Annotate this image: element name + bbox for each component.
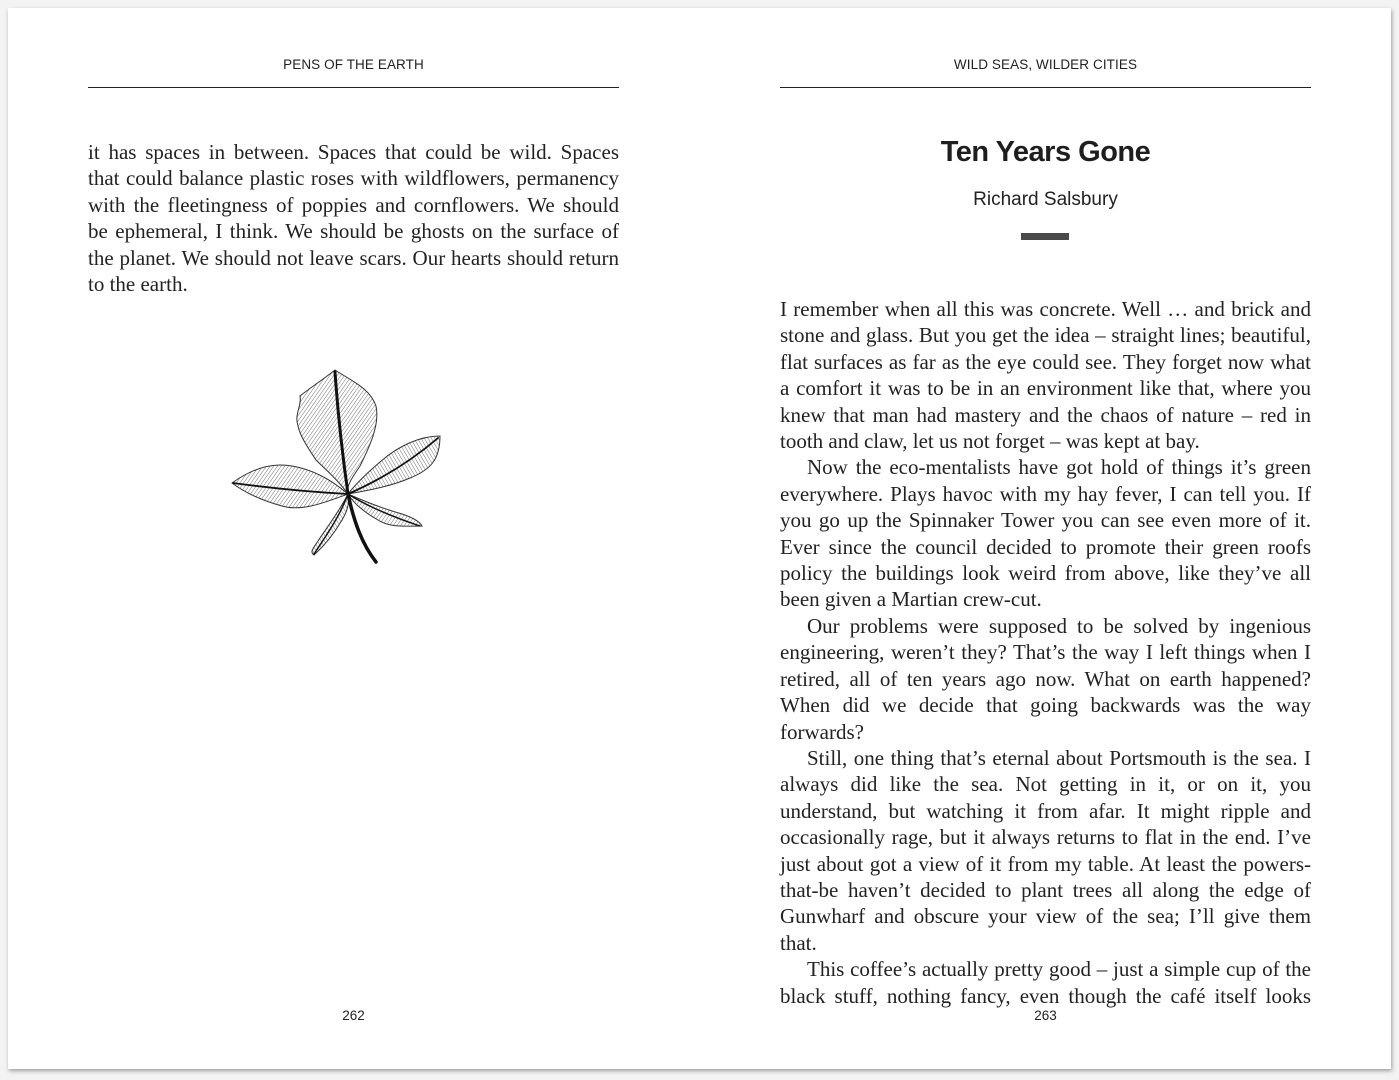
paragraph: This coffee’s actually pretty good – just a simple cup of the black stuff, nothing fancy, even though the café itself looks [780, 957, 1311, 1008]
body-text-left [88, 139, 619, 297]
header-rule [88, 87, 619, 88]
right-page [780, 8, 1311, 1069]
chapter-author: Richard Salsbury [973, 189, 1118, 210]
running-head-left: PENS OF THE EARTH [283, 57, 424, 72]
chapter-title: Ten Years Gone [940, 136, 1151, 168]
leaf-illustration-icon [230, 366, 444, 566]
book-spread [8, 8, 1391, 1069]
header-rule [780, 87, 1311, 88]
page-number-left: 262 [342, 1008, 365, 1023]
paragraph: Our problems were supposed to be solved by ingenious engineering, weren’t they? That’s the way I left things when I retired, all of ten years ago now. What on earth happened? When did we decide that going backwards was the way forwards? [780, 613, 1311, 744]
left-page [88, 8, 619, 1069]
body-text-right [780, 296, 1311, 1009]
paragraph: Now the eco-mentalists have got hold of things it’s green everywhere. Plays havoc with my hay fever, I can tell you. If you go up the Spinnaker Tower you can see even more of it. Ever since the council decided to promote their green roofs policy the buildings look weird from above, like they’ve all been given a Martian crew-cut. [780, 455, 1311, 612]
title-ornament-bar [1021, 233, 1069, 240]
paragraph: it has spaces in between. Spaces that could be wild. Spaces that could balance plastic roses with wildflowers, permanency with the fleetingness of poppies and cornflowers. We should be ephemeral, I think. We should be ghosts on the surface of the planet. We should not leave scars. Our hearts should return to the earth. [88, 140, 619, 297]
running-head-right: WILD SEAS, WILDER CITIES [953, 57, 1138, 72]
page-number-right: 263 [1034, 1008, 1057, 1023]
paragraph: Still, one thing that’s eternal about Portsmouth is the sea. I always did like the sea. Not getting in it, or on it, you understand, but watching it from afar. It might ripple and occasionally rage, but it always returns to flat in the end. I’ve just about got a view of it from my table. At least the powers-that-be haven’t decided to plant trees all along the edge of Gunwharf and obscure your view of the sea; I’ll give them that. [780, 745, 1311, 955]
paragraph: I remember when all this was concrete. Well … and brick and stone and glass. But you get the idea – straight lines; beautiful, flat surfaces as far as the eye could see. They forget now what a comfort it was to be in an environment like that, where you knew that man had mastery and the chaos of nature – red in tooth and claw, let us not forget – was kept at bay. [780, 297, 1311, 454]
